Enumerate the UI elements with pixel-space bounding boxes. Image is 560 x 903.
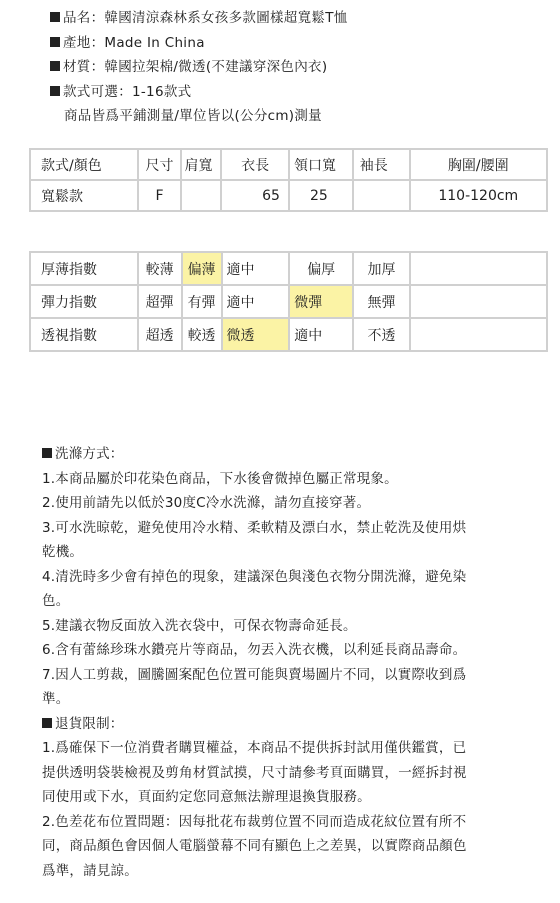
size-table-row [30,180,547,211]
fabric-index-table [29,251,548,352]
index-cell: 加厚 [353,252,410,285]
index-cell-highlighted: 微彈 [289,285,353,318]
thickness-index-row [30,252,547,285]
return-line: 同，商品顏色會因個人電腦螢幕不同有顯色上之差異，以實際商品顏色 [42,838,467,854]
index-cell [410,285,547,318]
wash-heading [42,442,552,467]
return-heading [42,712,552,737]
product-info-block [50,6,348,129]
cell-length: 65 [221,180,289,211]
header-sleeve: 袖長 [353,149,410,180]
index-cell: 不透 [353,318,410,351]
origin-text: 產地：Made In China [63,34,205,51]
wash-line: 5.建議衣物反面放入洗衣袋中，可保衣物壽命延長。 [42,617,357,634]
cell-size: F [138,180,182,211]
bullet-square-icon [42,448,52,458]
index-cell: 較薄 [138,252,182,285]
cell-sleeve [353,180,410,211]
thickness-index-label: 厚薄指數 [30,252,138,285]
cell-style: 寬鬆款 [30,180,138,211]
index-cell: 偏厚 [289,252,353,285]
wash-line: 1.本商品屬於印花染色商品，下水後會微掉色屬正常現象。 [42,470,398,487]
header-neck-width: 領口寬 [289,149,353,180]
header-style-color: 款式/顏色 [30,149,138,180]
wash-line: 7.因人工剪裁，圖騰圖案配色位置可能與賣場圖片不同，以實際收到爲 [42,666,467,683]
wash-line: 3.可水洗晾乾，避免使用冷水精、柔軟精及漂白水，禁止乾洗及使用烘 [42,519,467,536]
bullet-square-icon [50,37,60,47]
care-instructions [42,442,552,883]
size-table-header-row [30,149,547,180]
measure-note: 商品皆爲平鋪測量/單位皆以(公分cm)測量 [64,108,322,124]
styles-text: 款式可選：1-16款式 [63,83,192,100]
elasticity-index-row [30,285,547,318]
material-line [50,55,348,80]
return-line: 提供透明袋裝檢視及剪角材質試摸，尺寸請參考頁面購買，一經拆封視 [42,764,467,781]
wash-line: 6.含有蕾絲珍珠水鑽亮片等商品，勿丟入洗衣機，以利延長商品壽命。 [42,642,467,658]
return-line: 同使用或下水，頁面約定您同意無法辦理退換貨服務。 [42,789,371,805]
header-size: 尺寸 [138,149,182,180]
index-cell [410,318,547,351]
index-cell: 有彈 [182,285,222,318]
wash-line: 2.使用前請先以低於30度C冷水洗滌，請勿直接穿著。 [42,495,371,511]
transparency-index-row [30,318,547,351]
material-text: 材質：韓國拉架棉/微透(不建議穿深色內衣) [63,59,328,75]
return-line: 爲準，請見諒。 [42,862,138,879]
bullet-square-icon [50,86,60,96]
wash-line: 4.清洗時多少會有掉色的現象，建議深色與淺色衣物分開洗滌，避免染 [42,568,467,585]
index-cell: 超透 [138,318,182,351]
wash-line: 乾機。 [42,544,84,560]
bullet-square-icon [50,61,60,71]
header-bust-waist: 胸圍/腰圍 [410,149,547,180]
transparency-index-label: 透視指數 [30,318,138,351]
header-shoulder: 肩寬 [181,149,221,180]
return-line: 2.色差花布位置問題：因每批花布裁剪位置不同而造成花紋位置有所不 [42,813,467,830]
index-cell: 適中 [222,252,290,285]
styles-line [50,80,348,105]
product-name-text: 品名：韓國清涼森林系女孩多款圖樣超寬鬆T恤 [63,10,348,26]
index-cell: 適中 [289,318,353,351]
return-title: 退貨限制： [55,715,124,732]
product-name-line [50,6,348,31]
cell-bust-waist: 110-120cm [410,180,547,211]
origin-line [50,31,348,56]
cell-shoulder [181,180,221,211]
wash-line: 色。 [42,593,70,609]
cell-neck-width: 25 [289,180,353,211]
index-cell: 超彈 [138,285,182,318]
wash-line: 準。 [42,691,70,707]
header-length: 衣長 [221,149,289,180]
index-cell: 無彈 [353,285,410,318]
bullet-square-icon [42,718,52,728]
wash-title: 洗滌方式： [55,446,124,462]
size-table [29,148,548,212]
index-cell: 較透 [182,318,222,351]
index-cell-highlighted: 偏薄 [182,252,222,285]
index-cell: 適中 [222,285,290,318]
index-cell [410,252,547,285]
bullet-square-icon [50,12,60,22]
elasticity-index-label: 彈力指數 [30,285,138,318]
return-line: 1.爲確保下一位消費者購買權益，本商品不提供拆封試用僅供鑑賞，已 [42,740,467,756]
index-cell-highlighted: 微透 [222,318,290,351]
